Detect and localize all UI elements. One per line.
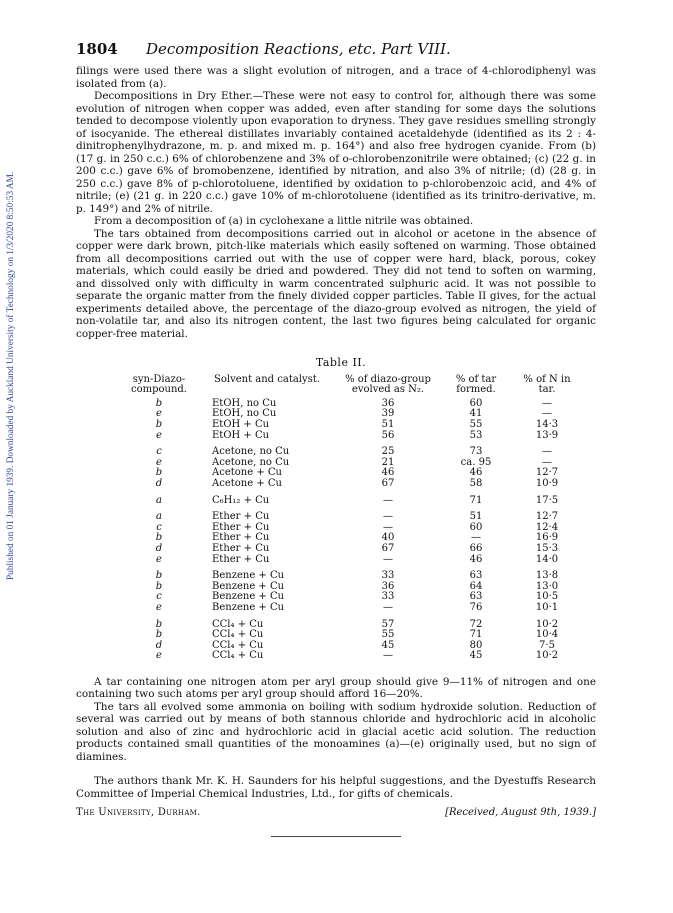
paragraph-tar-nitrogen: A tar containing one nitrogen atom per aryl group should give 9—11% of nitrogen and one containing two such atoms per aryl group should afford 16—20%.	[76, 675, 596, 701]
page-number: 1804	[76, 40, 118, 58]
paragraph-tars: The tars obtained from decompositions carried out in alcohol or acetone in the absence of copper were dark brown, pitch-like materials which easily softened on warming. Those obtained from all decompositions carried out with the use of copper were hard, black, porous, cokey materials, which could easily be dried and powdered. They did not tend to soften on warming, and dissolved only with difficulty in warm concentrated sulphuric acid. It was not possible to separate the organic matter from the finely divided copper particles. Table II gives, for the actual experiments detailed above, the percentage of the diazo-group evolved as nitrogen, the yield of non-volatile tar, and also its nitrogen content, the last two figures being calculated for organic copper-free material.	[76, 227, 596, 340]
cell-compound: b	[155, 629, 163, 641]
table-header-row	[120, 375, 582, 399]
cell-tar-formed: ca. 95	[460, 456, 492, 468]
cell-compound: b	[155, 618, 163, 630]
cell-nitrogen-evolved: 33	[381, 591, 395, 603]
table-row	[120, 614, 582, 631]
cell-tar-formed: 46	[469, 553, 483, 565]
cell-n-in-tar: 7·5	[539, 639, 555, 651]
cell-tar-formed: 63	[469, 570, 483, 582]
cell-compound: b	[155, 397, 163, 409]
cell-nitrogen-evolved: 55	[381, 629, 395, 641]
cell-compound: d	[155, 477, 163, 489]
paragraph-dry-ether: Decompositions in Dry Ether.—These were not easy to control for, although there was some evolution of nitrogen when copper was added, even after standing for some days the solutions tended to decompose violently upon evaporation to dryness. They gave residues smelling strongly of isocyanide. The ethereal distillates invariably contained acetaldehyde (identified as its 2 : 4-dinitrophenylhydrazone, m. p. and mixed m. p. 164°) and also free hydrogen cyanide. From (b) (17 g. in 250 c.c.) 6% of chlorobenzene and 3% of o-chlorobenzonitrile were obtained; (c) (22 g. in 200 c.c.) gave 6% of bromobenzene, identified by nitration, and also 3% of nitrile; (d) (28 g. in 250 c.c.) gave 8% of p-chlorotoluene, identified by oxidation to p-chlorobenzoic acid, and 4% of nitrile; (e) (21 g. in 220 c.c.) gave 10% of m-chlorotoluene (identified as its trinitro-derivative, m. p. 149°) and 2% of nitrile.	[76, 90, 596, 215]
cell-tar-formed: 80	[469, 639, 483, 651]
cell-solvent: CCl₄ + Cu	[212, 650, 264, 662]
cell-nitrogen-evolved: 67	[381, 542, 395, 554]
table-row	[120, 651, 582, 662]
cell-solvent: CCl₄ + Cu	[212, 629, 264, 641]
cell-nitrogen-evolved: —	[383, 553, 393, 565]
table-row	[120, 490, 582, 507]
cell-tar-formed: 73	[469, 446, 483, 458]
col-header-solvent: Solvent and catalyst.	[214, 374, 320, 385]
cell-n-in-tar: 12·4	[535, 521, 559, 533]
running-title: Decomposition Reactions, etc. Part VIII.	[146, 40, 451, 58]
cell-tar-formed: 76	[469, 601, 483, 613]
cell-tar-formed: 64	[469, 580, 483, 592]
cell-tar-formed: 60	[469, 397, 483, 409]
table-row	[120, 468, 582, 479]
table-row	[120, 431, 582, 442]
cell-tar-formed: 58	[469, 477, 483, 489]
cell-n-in-tar: —	[542, 446, 552, 458]
cell-nitrogen-evolved: 56	[381, 429, 395, 441]
cell-nitrogen-evolved: 46	[381, 467, 395, 479]
table-row	[120, 420, 582, 431]
cell-solvent: EtOH, no Cu	[212, 408, 277, 420]
cell-nitrogen-evolved: 51	[381, 419, 395, 430]
cell-n-in-tar: 14·0	[535, 553, 559, 565]
cell-compound: e	[156, 408, 162, 420]
cell-tar-formed: 41	[469, 408, 483, 420]
publication-stamp: Published on 01 January 1939. Downloaded by Auckland University of Technology on 1/3/2020 8:50:53 AM.	[6, 171, 16, 580]
cell-tar-formed: 71	[469, 494, 483, 506]
cell-n-in-tar: 10·2	[535, 650, 559, 662]
table-title: Table II.	[315, 356, 367, 369]
cell-solvent: EtOH + Cu	[212, 429, 270, 441]
cell-compound: e	[156, 429, 162, 441]
cell-nitrogen-evolved: —	[383, 650, 393, 662]
table-row	[120, 506, 582, 523]
acknowledgement: The authors thank Mr. K. H. Saunders for his helpful suggestions, and the Dyestuffs Research Committee of Imperial Chemical Industries, Ltd., for gifts of chemicals.	[76, 775, 596, 800]
cell-solvent: EtOH, no Cu	[212, 397, 277, 409]
cell-solvent: Benzene + Cu	[212, 570, 285, 582]
cell-solvent: CCl₄ + Cu	[212, 618, 264, 630]
table-row	[120, 523, 582, 534]
cell-solvent: Acetone, no Cu	[212, 446, 290, 458]
table-row	[120, 592, 582, 603]
affiliation: The University, Durham.	[76, 807, 201, 819]
cell-compound: b	[155, 580, 163, 592]
cell-solvent: Benzene + Cu	[212, 601, 285, 613]
paragraph-filings: filings were used there was a slight evolution of nitrogen, and a trace of 4-chlorodiphenyl was isolated from (a).	[76, 65, 596, 90]
cell-n-in-tar: 12·7	[535, 467, 559, 479]
cell-nitrogen-evolved: 25	[381, 446, 395, 458]
cell-solvent: Ether + Cu	[212, 542, 270, 554]
cell-compound: b	[155, 532, 163, 544]
cell-compound: c	[156, 591, 162, 603]
cell-n-in-tar: 17·5	[535, 494, 559, 506]
received-date: [Received, August 9th, 1939.]	[445, 807, 596, 819]
cell-tar-formed: 72	[469, 618, 483, 630]
cell-compound: a	[156, 511, 162, 523]
cell-solvent: C₆H₁₂ + Cu	[212, 494, 270, 506]
cell-tar-formed: —	[471, 532, 481, 544]
cell-n-in-tar: 13·9	[535, 429, 559, 441]
table-row	[120, 582, 582, 593]
table-row	[120, 641, 582, 652]
col-header-compound: syn-Diazo-compound.	[131, 374, 187, 396]
cell-solvent: Acetone + Cu	[212, 477, 282, 489]
cell-tar-formed: 71	[469, 629, 483, 641]
col-header-nitrogen-evolved: % of diazo-group evolved as N₂.	[345, 374, 431, 396]
cell-tar-formed: 60	[469, 521, 483, 533]
cell-solvent: Benzene + Cu	[212, 591, 285, 603]
cell-compound: d	[155, 542, 163, 554]
cell-compound: e	[156, 456, 162, 468]
cell-nitrogen-evolved: 57	[381, 618, 395, 630]
cell-n-in-tar: —	[542, 456, 552, 468]
paper-page	[76, 40, 596, 837]
cell-compound: b	[155, 570, 163, 582]
cell-tar-formed: 55	[469, 419, 483, 430]
table-row	[120, 399, 582, 410]
table-body	[120, 399, 582, 662]
table-row	[120, 479, 582, 490]
cell-n-in-tar: 10·2	[535, 618, 559, 630]
table-row	[120, 565, 582, 582]
cell-compound: b	[155, 467, 163, 479]
cell-n-in-tar: 10·4	[535, 629, 559, 641]
cell-tar-formed: 45	[469, 650, 483, 662]
signature-line	[76, 807, 596, 818]
end-rule	[271, 836, 401, 837]
cell-n-in-tar: 13·0	[535, 580, 559, 592]
cell-nitrogen-evolved: —	[383, 601, 393, 613]
cell-tar-formed: 66	[469, 542, 483, 554]
cell-solvent: Benzene + Cu	[212, 580, 285, 592]
col-header-tar-formed: % of tar formed.	[455, 374, 497, 396]
cell-compound: e	[156, 650, 162, 662]
table-row	[120, 441, 582, 458]
cell-compound: a	[156, 494, 162, 506]
paragraph-ammonia: The tars all evolved some ammonia on boiling with sodium hydroxide solution. Reduction of several was carried out by means of both stannous chloride and hydrochloric acid in alcoholic solution and also of zinc and hydrochloric acid in glacial acetic acid solution. The reduction products contained small quantities of the monoamines (a)—(e) originally used, but no sign of diamines.	[76, 700, 596, 763]
cell-nitrogen-evolved: 45	[381, 639, 395, 651]
running-header	[76, 40, 596, 58]
cell-n-in-tar: 16·9	[535, 532, 559, 544]
table-row	[120, 603, 582, 614]
cell-compound: e	[156, 553, 162, 565]
cell-solvent: Acetone, no Cu	[212, 456, 290, 468]
cell-nitrogen-evolved: 36	[381, 397, 395, 409]
cell-n-in-tar: 14·3	[535, 419, 559, 430]
cell-tar-formed: 51	[469, 511, 483, 523]
cell-compound: e	[156, 601, 162, 613]
cell-n-in-tar: 13·8	[535, 570, 559, 582]
cell-n-in-tar: —	[542, 397, 552, 409]
cell-nitrogen-evolved: 67	[381, 477, 395, 489]
cell-solvent: Ether + Cu	[212, 553, 270, 565]
paragraph-cyclohexane: From a decomposition of (a) in cyclohexane a little nitrile was obtained.	[94, 215, 474, 227]
cell-n-in-tar: —	[542, 408, 552, 420]
cell-solvent: EtOH + Cu	[212, 419, 270, 430]
cell-solvent: Ether + Cu	[212, 532, 270, 544]
col-header-n-in-tar: % of N in tar.	[523, 374, 571, 396]
cell-solvent: Ether + Cu	[212, 521, 270, 533]
cell-compound: b	[155, 419, 163, 430]
cell-solvent: Ether + Cu	[212, 511, 270, 523]
cell-n-in-tar: 10·1	[535, 601, 559, 613]
cell-n-in-tar: 15·3	[535, 542, 559, 554]
cell-solvent: CCl₄ + Cu	[212, 639, 264, 651]
cell-compound: d	[155, 639, 163, 651]
cell-tar-formed: 63	[469, 591, 483, 603]
cell-n-in-tar: 12·7	[535, 511, 559, 523]
cell-n-in-tar: 10·9	[535, 477, 559, 489]
cell-n-in-tar: 10·5	[535, 591, 559, 603]
cell-compound: c	[156, 521, 162, 533]
cell-nitrogen-evolved: 40	[381, 532, 395, 544]
cell-solvent: Acetone + Cu	[212, 467, 282, 479]
cell-nitrogen-evolved: 36	[381, 580, 395, 592]
cell-nitrogen-evolved: 39	[381, 408, 395, 420]
results-table	[120, 375, 582, 662]
table-row	[120, 544, 582, 555]
cell-nitrogen-evolved: 33	[381, 570, 395, 582]
cell-nitrogen-evolved: 21	[381, 456, 395, 468]
cell-tar-formed: 46	[469, 467, 483, 479]
table-row	[120, 630, 582, 641]
table-row	[120, 458, 582, 469]
cell-compound: c	[156, 446, 162, 458]
table-row	[120, 555, 582, 566]
table-row	[120, 409, 582, 420]
cell-nitrogen-evolved: —	[383, 494, 393, 506]
cell-nitrogen-evolved: —	[383, 521, 393, 533]
cell-nitrogen-evolved: —	[383, 511, 393, 523]
cell-tar-formed: 53	[469, 429, 483, 441]
table-row	[120, 533, 582, 544]
